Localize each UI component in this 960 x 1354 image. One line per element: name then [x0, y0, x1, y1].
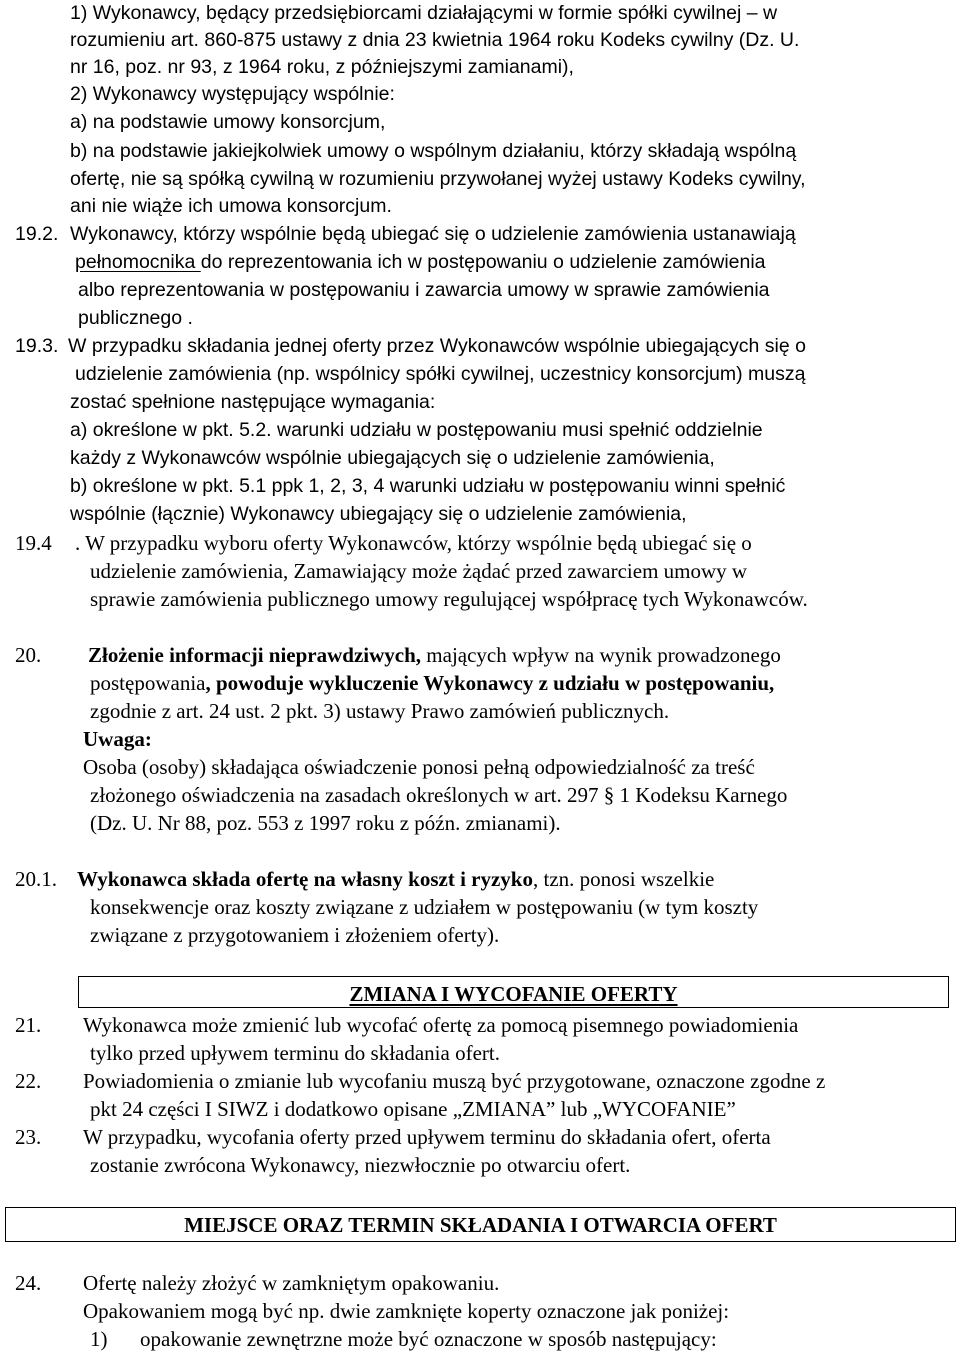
text-line: udzielenie zamówienia, Zamawiający może żądać przed zawarciem umowy w: [90, 559, 748, 583]
section-number: 21.: [15, 1013, 42, 1037]
text-line: . W przypadku wyboru oferty Wykonawców, którzy wspólnie będą ubiegać się o: [75, 531, 752, 555]
text-line: Złożenie informacji nieprawdziwych, mających wpływ na wynik prowadzonego: [88, 643, 781, 667]
bold-phrase: , powoduje wykluczenie Wykonawcy z udziału w postępowaniu,: [205, 671, 775, 695]
text-line: ani nie wiąże ich umowa konsorcjum.: [70, 195, 392, 217]
text-line: rozumieniu art. 860-875 ustawy z dnia 23 kwietnia 1964 roku Kodeks cywilny (Dz. U.: [70, 29, 800, 51]
text-line: postępowania, powoduje wykluczenie Wykonawcy z udziału w postępowaniu,: [90, 671, 775, 695]
text-line: udzielenie zamówienia (np. wspólnicy spółki cywilnej, uczestnicy konsorcjum) muszą: [75, 363, 806, 385]
text-line: Wykonawca może zmienić lub wycofać ofertę za pomocą pisemnego powiadomienia: [83, 1013, 799, 1037]
text-line: Osoba (osoby) składająca oświadczenie ponosi pełną odpowiedzialność za treść: [83, 755, 755, 779]
text-line: ofertę, nie są spółką cywilną w rozumieniu przywołanej wyżej ustawy Kodeks cywilny,: [70, 168, 806, 190]
text-line: b) na podstawie jakiejkolwiek umowy o wspólnym działaniu, którzy składają wspólną: [70, 140, 797, 162]
text-line: Wykonawcy, którzy wspólnie będą ubiegać się o udzielenie zamówienia ustanawiają: [70, 223, 796, 245]
list-number: 1): [90, 1327, 108, 1351]
text-line: Ofertę należy złożyć w zamkniętym opakowaniu.: [83, 1271, 500, 1295]
text-line: zgodnie z art. 24 ust. 2 pkt. 3) ustawy Prawo zamówień publicznych.: [90, 699, 670, 723]
section-number: 23.: [15, 1125, 42, 1149]
text-line: a) określone w pkt. 5.2. warunki udziału w postępowaniu musi spełnić oddzielnie: [70, 419, 763, 441]
text-line: Powiadomienia o zmianie lub wycofaniu muszą być przygotowane, oznaczone zgodne z: [83, 1069, 826, 1093]
text-line: 1) Wykonawcy, będący przedsiębiorcami działającymi w formie spółki cywilnej – w: [70, 2, 778, 24]
text-line: związane z przygotowaniem i złożeniem oferty).: [90, 923, 500, 947]
section-number: 22.: [15, 1069, 42, 1093]
text-line: nr 16, poz. nr 93, z 1964 roku, z późniejszymi zamianami),: [70, 56, 574, 78]
text-line: zostanie zwrócona Wykonawcy, niezwłocznie po otwarciu ofert.: [90, 1153, 631, 1177]
text-line: (Dz. U. Nr 88, poz. 553 z 1997 roku z późn. zmianami).: [90, 811, 561, 835]
text-line: konsekwencje oraz koszty związane z udziałem w postępowaniu (w tym koszty: [90, 895, 759, 919]
underlined-term: pełnomocnika: [75, 251, 201, 273]
text-line: b) określone w pkt. 5.1 ppk 1, 2, 3, 4 warunki udziału w postępowaniu winni spełnić: [70, 475, 786, 497]
note-label: Uwaga:: [83, 727, 152, 751]
text-line: opakowanie zewnętrzne może być oznaczone w sposób następujący:: [140, 1327, 717, 1351]
section-heading: MIEJSCE ORAZ TERMIN SKŁADANIA I OTWARCIA OFERT: [184, 1213, 777, 1237]
section-heading: ZMIANA I WYCOFANIE OFERTY: [349, 982, 678, 1006]
text-line: złożonego oświadczenia na zasadach określonych w art. 297 § 1 Kodeksu Karnego: [90, 783, 788, 807]
section-number: 20.1.: [15, 867, 57, 891]
text-line: każdy z Wykonawców wspólnie ubiegających się o udzielenie zamówienia,: [70, 447, 715, 469]
section-number: 19.3.: [15, 335, 59, 357]
section-number: 19.4: [15, 531, 52, 555]
text-line: pełnomocnika do reprezentowania ich w postępowaniu o udzielenie zamówienia: [75, 251, 766, 273]
section-number: 19.2.: [15, 223, 59, 245]
text-line: W przypadku składania jednej oferty przez Wykonawców wspólnie ubiegających się o: [68, 335, 806, 357]
text-line: W przypadku, wycofania oferty przed upływem terminu do składania ofert, oferta: [83, 1125, 771, 1149]
text-line: zostać spełnione następujące wymagania:: [70, 391, 436, 413]
text-line: 2) Wykonawcy występujący wspólnie:: [70, 83, 395, 105]
text-line: Opakowaniem mogą być np. dwie zamknięte koperty oznaczone jak poniżej:: [83, 1299, 730, 1323]
section-number: 24.: [15, 1271, 42, 1295]
text-line: wspólnie (łącznie) Wykonawcy ubiegający się o udzielenie zamówienia,: [70, 503, 687, 525]
section-number: 20.: [15, 643, 42, 667]
text-line: publicznego .: [78, 307, 193, 329]
bold-phrase: Złożenie informacji nieprawdziwych,: [88, 643, 422, 667]
text-line: albo reprezentowania w postępowaniu i zawarcia umowy w sprawie zamówienia: [78, 279, 770, 301]
text-line: Wykonawca składa ofertę na własny koszt i ryzyko, tzn. ponosi wszelkie: [77, 867, 715, 891]
text-line: pkt 24 części I SIWZ i dodatkowo opisane „ZMIANA” lub „WYCOFANIE”: [90, 1097, 736, 1121]
text-line: a) na podstawie umowy konsorcjum,: [70, 111, 386, 133]
text-line: tylko przed upływem terminu do składania ofert.: [90, 1041, 500, 1065]
text-line: sprawie zamówienia publicznego umowy regulującej współpracę tych Wykonawców.: [90, 587, 808, 611]
bold-phrase: Wykonawca składa ofertę na własny koszt i ryzyko: [77, 867, 533, 891]
